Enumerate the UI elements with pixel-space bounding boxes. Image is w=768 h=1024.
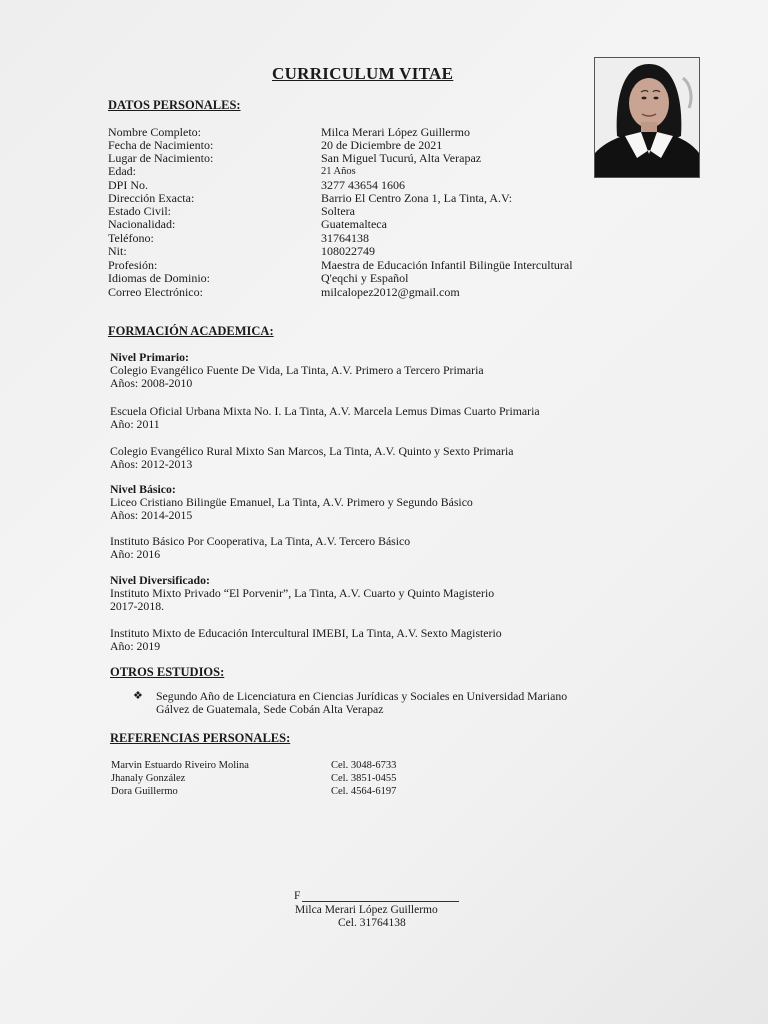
other-studies-text	[156, 690, 567, 716]
education-level-primary: Nivel Primario:	[110, 350, 189, 364]
education-entry	[110, 405, 540, 431]
info-value: Soltera	[321, 204, 355, 218]
education-entry	[110, 351, 484, 390]
info-label: Profesión:	[108, 258, 158, 272]
info-value: milcalopez2012@gmail.com	[321, 285, 460, 299]
info-label: Nacionalidad:	[108, 217, 176, 231]
info-value: 20 de Diciembre de 2021	[321, 138, 443, 152]
info-label: Nombre Completo:	[108, 125, 201, 139]
page-title: CURRICULUM VITAE	[272, 64, 454, 83]
info-label: Teléfono:	[108, 231, 154, 245]
education-years: Año: 2016	[110, 547, 161, 561]
info-value: San Miguel Tucurú, Alta Verapaz	[321, 151, 482, 165]
reference-phone: Cel. 3048-6733	[331, 760, 397, 771]
personal-data-heading: DATOS PERSONALES:	[108, 98, 241, 112]
education-school: Colegio Evangélico Rural Mixto San Marcos, La Tinta, A.V. Quinto y Sexto Primaria	[110, 444, 514, 458]
education-school: Liceo Cristiano Bilingüe Emanuel, La Tinta, A.V. Primero y Segundo Básico	[110, 495, 473, 509]
signature-block	[292, 890, 472, 929]
info-label: Correo Electrónico:	[108, 285, 203, 299]
reference-name: Dora Guillermo	[111, 786, 178, 797]
info-label: Nit:	[108, 244, 127, 258]
info-value: 21 Años	[321, 166, 356, 177]
info-value: Guatemalteca	[321, 217, 387, 231]
education-school: Instituto Mixto Privado “El Porvenir”, La Tinta, A.V. Cuarto y Quinto Magisterio	[110, 586, 495, 600]
info-value: 108022749	[321, 244, 375, 258]
education-school: Colegio Evangélico Fuente De Vida, La Tinta, A.V. Primero a Tercero Primaria	[110, 363, 484, 377]
education-entry	[110, 445, 513, 471]
info-label: DPI No.	[108, 178, 149, 192]
education-entry	[110, 483, 473, 522]
other-studies-line: Gálvez de Guatemala, Sede Cobán Alta Verapaz	[156, 702, 384, 716]
signature-line	[292, 890, 472, 903]
info-value: 31764138	[321, 231, 369, 245]
education-school: Escuela Oficial Urbana Mixta No. I. La Tinta, A.V. Marcela Lemus Dimas Cuarto Primaria	[110, 404, 540, 418]
diamond-bullet-icon: ❖	[133, 690, 143, 702]
info-value: 3277 43654 1606	[321, 178, 405, 192]
info-label: Idiomas de Dominio:	[108, 271, 210, 285]
references-heading: REFERENCIAS PERSONALES:	[110, 731, 291, 745]
signature-prefix: F	[294, 890, 301, 902]
education-level-basic: Nivel Básico:	[110, 482, 176, 496]
reference-name: Marvin Estuardo Riveiro Molina	[111, 760, 249, 771]
education-heading: FORMACIÓN ACADEMICA:	[108, 324, 274, 338]
info-label: Dirección Exacta:	[108, 191, 195, 205]
other-studies-line: Segundo Año de Licenciatura en Ciencias Jurídicas y Sociales en Universidad Mariano	[156, 689, 568, 703]
education-years: Años: 2008-2010	[110, 376, 193, 390]
other-studies-heading: OTROS ESTUDIOS:	[110, 665, 225, 679]
signature-phone: Cel. 31764138	[338, 917, 406, 929]
info-label: Edad:	[108, 164, 136, 178]
info-value: Maestra de Educación Infantil Bilingüe Intercultural	[321, 258, 573, 272]
education-years: Año: 2011	[110, 417, 160, 431]
education-years: Año: 2019	[110, 639, 161, 653]
signature-name: Milca Merari López Guillermo	[295, 904, 438, 916]
reference-name: Jhanaly González	[111, 773, 186, 784]
profile-photo	[594, 57, 700, 178]
education-entry	[110, 627, 502, 653]
info-label: Lugar de Nacimiento:	[108, 151, 214, 165]
info-value: Q'eqchi y Español	[321, 271, 409, 285]
signature-rule	[302, 901, 459, 902]
reference-phone: Cel. 3851-0455	[331, 773, 397, 784]
education-entry	[110, 574, 494, 613]
info-value: Barrio El Centro Zona 1, La Tinta, A.V:	[321, 191, 513, 205]
info-label: Fecha de Nacimiento:	[108, 138, 214, 152]
info-value: Milca Merari López Guillermo	[321, 125, 470, 139]
education-entry	[110, 535, 410, 561]
profile-photo-icon	[595, 58, 699, 177]
education-school: Instituto Mixto de Educación Intercultural IMEBI, La Tinta, A.V. Sexto Magisterio	[110, 626, 502, 640]
education-school: Instituto Básico Por Cooperativa, La Tinta, A.V. Tercero Básico	[110, 534, 411, 548]
education-years: 2017-2018.	[110, 599, 165, 613]
info-label: Estado Civil:	[108, 204, 171, 218]
reference-phone: Cel. 4564-6197	[331, 786, 397, 797]
education-years: Años: 2012-2013	[110, 457, 193, 471]
education-level-diversified: Nivel Diversificado:	[110, 573, 210, 587]
education-years: Años: 2014-2015	[110, 508, 193, 522]
